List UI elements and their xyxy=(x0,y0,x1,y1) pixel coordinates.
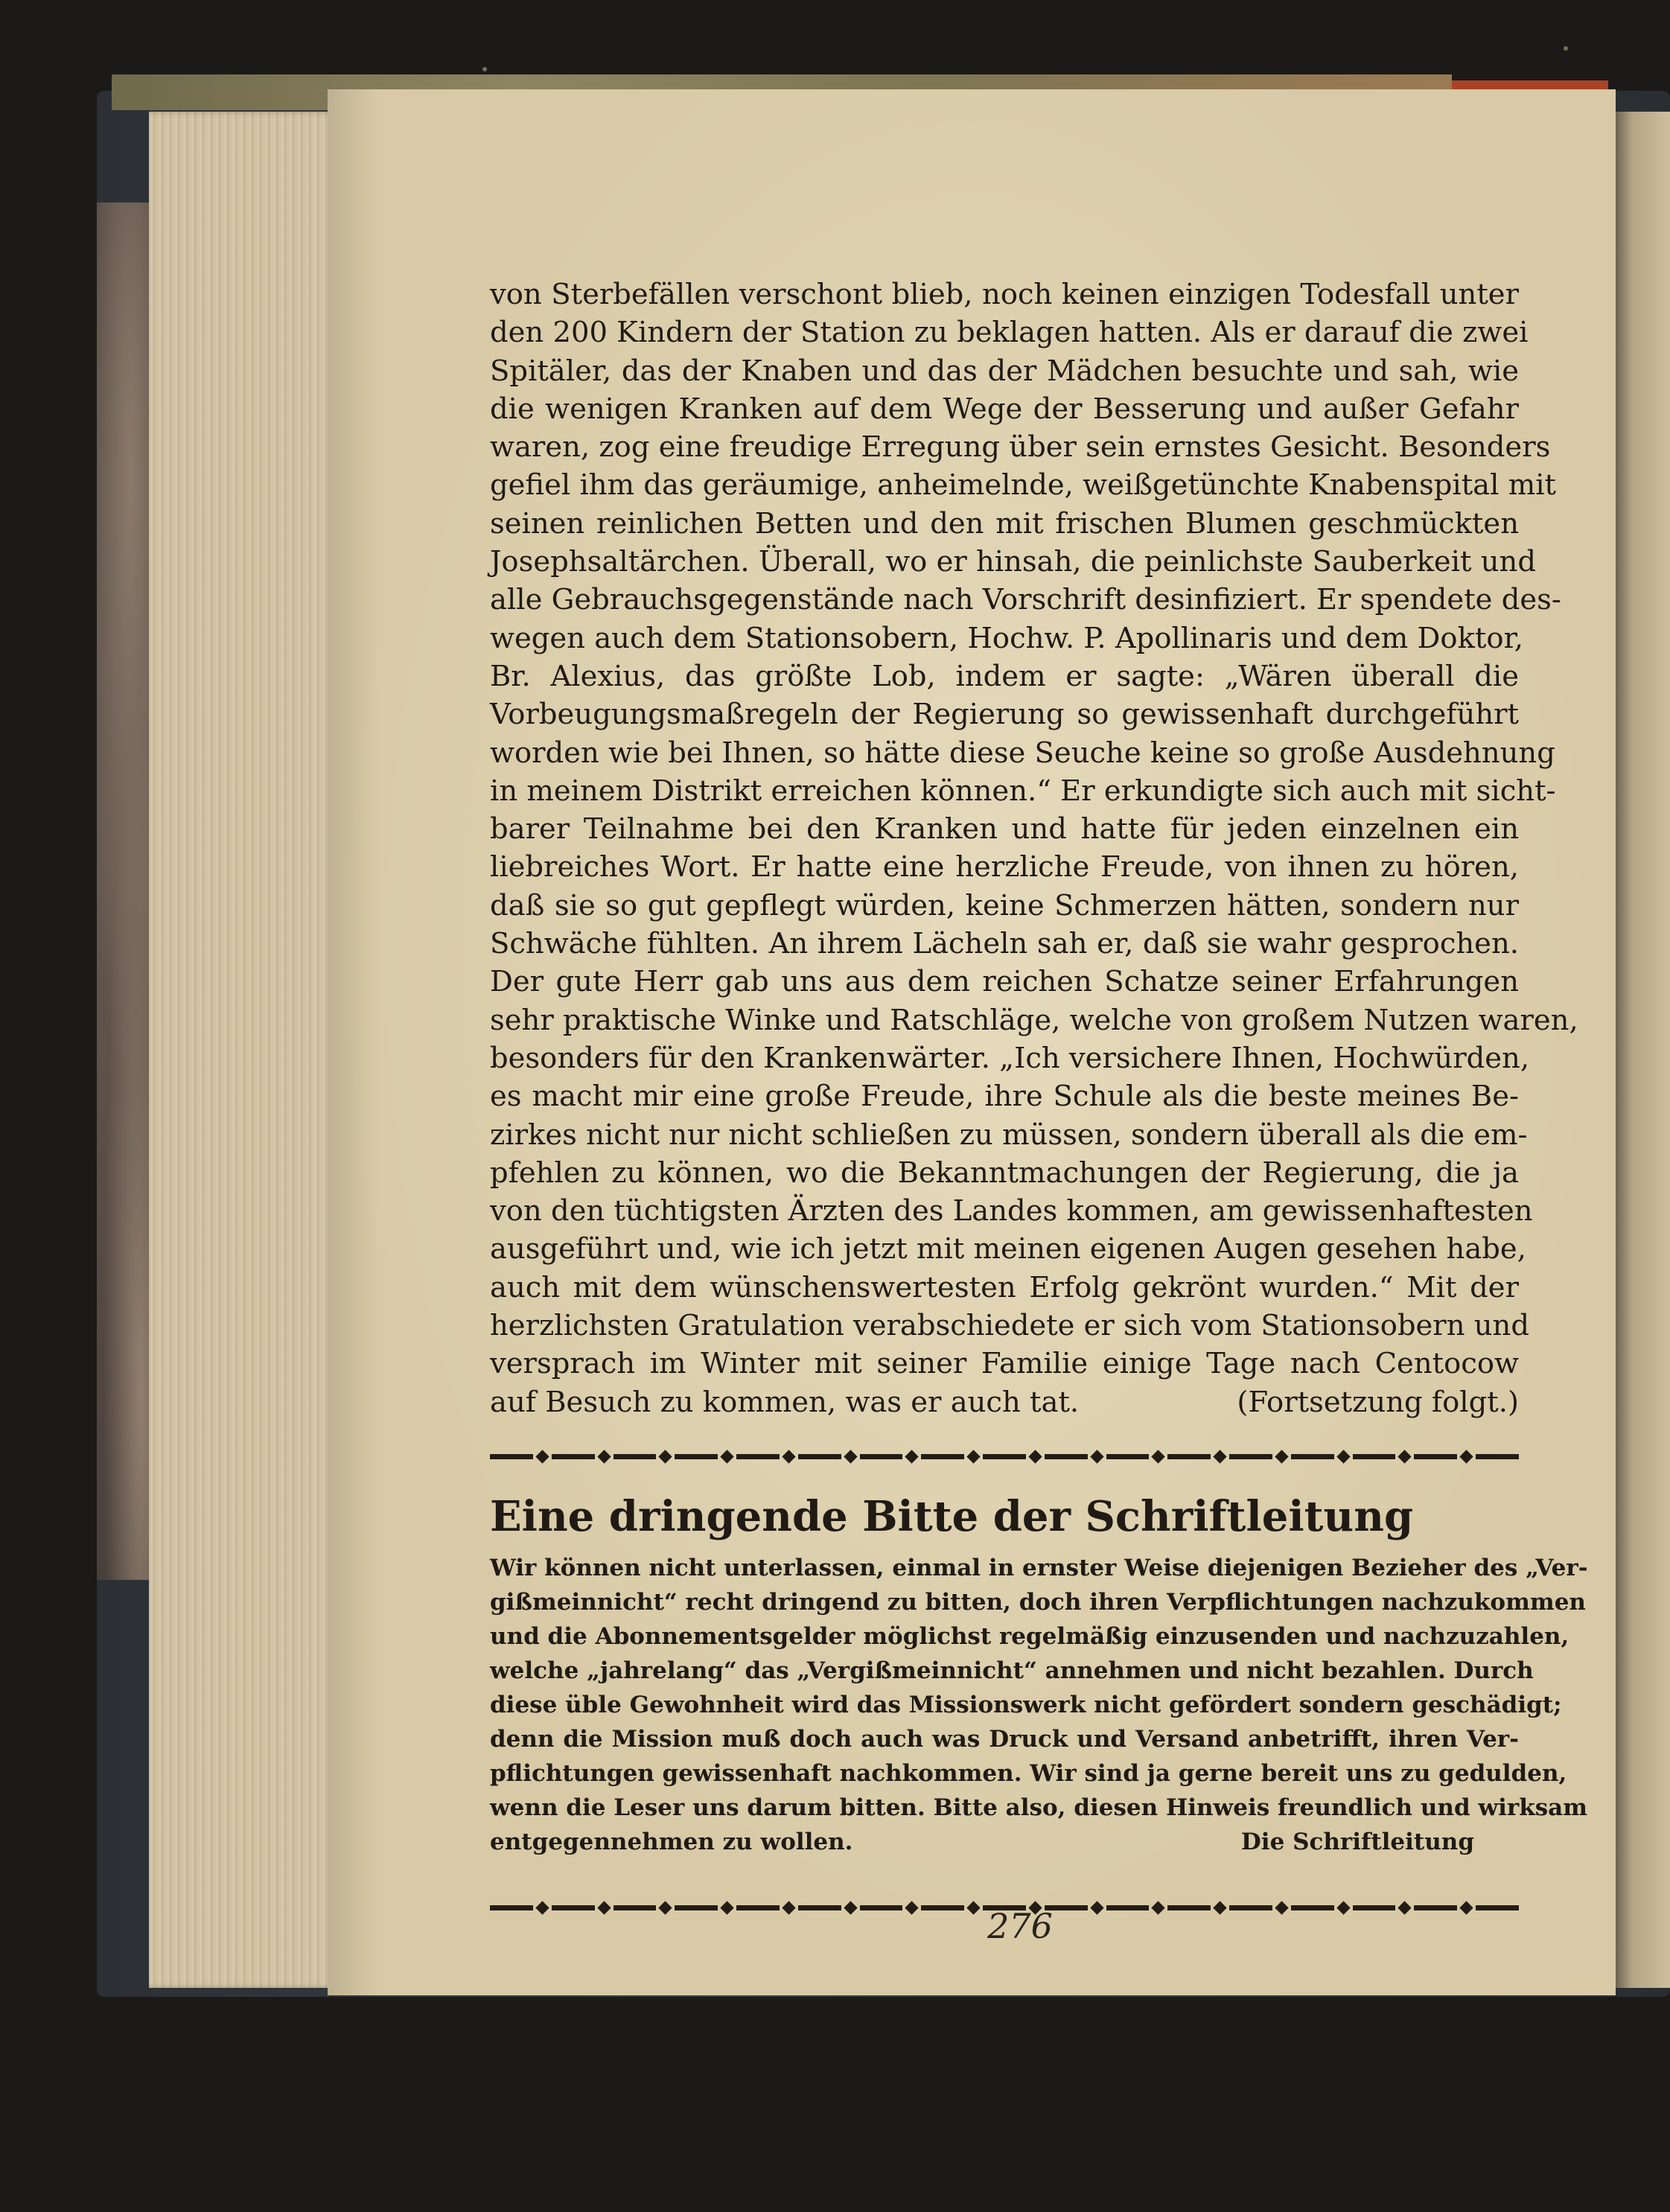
speck xyxy=(1564,46,1568,51)
ornament-diamond-icon xyxy=(966,1450,980,1464)
ornament-diamond-icon xyxy=(1152,1902,1165,1915)
article-text xyxy=(490,275,1578,1421)
ornament-divider-top xyxy=(490,1442,1519,1472)
page-number: 276 xyxy=(987,1906,1053,1946)
ornament-bar xyxy=(1291,1454,1334,1459)
ornament-bar xyxy=(860,1454,903,1459)
ornament-diamond-icon xyxy=(1398,1902,1412,1915)
ornament-bar xyxy=(1106,1454,1150,1459)
ornament-bar xyxy=(1229,1905,1272,1910)
ornament-diamond-icon xyxy=(659,1450,672,1464)
ornament-bar xyxy=(736,1454,780,1459)
ornament-diamond-icon xyxy=(1213,1902,1226,1915)
ornament-bar xyxy=(613,1454,657,1459)
ornament-bar xyxy=(921,1905,964,1910)
ornament-diamond-icon xyxy=(1398,1450,1412,1464)
ornament-diamond-icon xyxy=(1275,1902,1288,1915)
article-line: seinen reinlichen Betten und den mit frischen Blumen geschmückten xyxy=(490,506,1519,541)
notice-last-line xyxy=(490,1825,1519,1859)
notice-line: pflichtungen gewissenhaft nachkommen. Wir sind ja gerne bereit uns zu gedulden, xyxy=(490,1759,1567,1787)
ornament-diamond-icon xyxy=(844,1902,857,1915)
article-line: die wenigen Kranken auf dem Wege der Besserung und außer Gefahr xyxy=(490,392,1519,426)
ornament-diamond-icon xyxy=(720,1450,733,1464)
article-line: Vorbeugungsmaßregeln der Regierung so gewissenhaft durchgeführt xyxy=(490,698,1519,732)
ornament-bar xyxy=(675,1905,718,1910)
ornament-bar xyxy=(1045,1454,1088,1459)
article-line: daß sie so gut gepflegt würden, keine Schmerzen hätten, sondern nur xyxy=(490,888,1519,922)
ornament-bar xyxy=(736,1905,780,1910)
ornament-diamond-icon xyxy=(1336,1902,1350,1915)
ornament-bar xyxy=(1353,1905,1396,1910)
article-line: ausgeführt und, wie ich jetzt mit meinen eigenen Augen gesehen habe, xyxy=(490,1232,1526,1266)
notice-line: gißmeinnicht“ recht dringend zu bitten, doch ihren Verpflichtungen nachzukommen xyxy=(490,1588,1586,1616)
ornament-diamond-icon xyxy=(535,1902,549,1915)
notice-line: entgegennehmen zu wollen. xyxy=(490,1828,853,1855)
ornament-diamond-icon xyxy=(1460,1902,1473,1915)
article-line: von den tüchtigsten Ärzten des Landes kommen, am gewissenhaftesten xyxy=(490,1194,1533,1228)
ornament-bar xyxy=(1353,1454,1396,1459)
ornament-bar xyxy=(1229,1454,1272,1459)
article-line: besonders für den Krankenwärter. „Ich versichere Ihnen, Hochwürden, xyxy=(490,1041,1530,1075)
page-content xyxy=(490,275,1588,1923)
ornament-diamond-icon xyxy=(1152,1450,1165,1464)
article-last-line xyxy=(490,1383,1519,1421)
article-line: waren, zog eine freudige Erregung über sein ernstes Gesicht. Besonders xyxy=(490,430,1551,465)
ornament-bar xyxy=(798,1905,841,1910)
ornament-bar xyxy=(1476,1905,1519,1910)
ornament-bar xyxy=(1106,1905,1150,1910)
ornament-diamond-icon xyxy=(782,1902,795,1915)
article-line: es macht mir eine große Freude, ihre Schule als die beste meines Be- xyxy=(490,1080,1519,1114)
article-line: worden wie bei Ihnen, so hätte diese Seuche keine so große Ausdehnung xyxy=(490,736,1555,770)
ornament-diamond-icon xyxy=(1336,1450,1350,1464)
ornament-bar xyxy=(552,1454,595,1459)
article-line: herzlichsten Gratulation verabschiedete er sich vom Stationsobern und xyxy=(490,1309,1529,1343)
article-line: Schwäche fühlten. An ihrem Lächeln sah er, daß sie wahr gesprochen. xyxy=(490,927,1519,961)
ornament-diamond-icon xyxy=(782,1450,795,1464)
ornament-bar xyxy=(675,1454,718,1459)
article-line: von Sterbefällen verschont blieb, noch keinen einzigen Todesfall unter xyxy=(490,278,1519,311)
ornament-bar xyxy=(1414,1905,1457,1910)
article-line: Br. Alexius, das größte Lob, indem er sagte: „Wären überall die xyxy=(490,659,1519,693)
notice-line: und die Abonnementsgelder möglichst regelmäßig einzusenden und nachzuzahlen, xyxy=(490,1622,1569,1650)
article-line: liebreiches Wort. Er hatte eine herzliche Freude, von ihnen zu hören, xyxy=(490,850,1519,885)
article-line: auch mit dem wünschenswertesten Erfolg gekrönt wurden.“ Mit der xyxy=(490,1270,1519,1304)
article-line: gefiel ihm das geräumige, anheimelnde, weißgetünchte Knabenspital mit xyxy=(490,468,1556,503)
ornament-diamond-icon xyxy=(1090,1450,1103,1464)
notice-line: diese üble Gewohnheit wird das Missionswerk nicht gefördert sondern geschädigt; xyxy=(490,1691,1562,1718)
ornament-bar xyxy=(552,1905,595,1910)
facing-page-edge xyxy=(1616,112,1670,1988)
ornament-diamond-icon xyxy=(1028,1450,1042,1464)
article-line: barer Teilnahme bei den Kranken und hatte für jeden einzelnen ein xyxy=(490,812,1519,847)
ornament-diamond-icon xyxy=(720,1902,733,1915)
ornament-bar xyxy=(921,1454,964,1459)
notice-signature: Die Schriftleitung xyxy=(1240,1828,1474,1855)
ornament-diamond-icon xyxy=(905,1902,919,1915)
ornament-bar xyxy=(860,1905,903,1910)
ornament-diamond-icon xyxy=(1460,1450,1473,1464)
ornament-diamond-icon xyxy=(659,1902,672,1915)
notice-line: welche „jahrelang“ das „Vergißmeinnicht“ annehmen und nicht bezahlen. Durch xyxy=(490,1657,1534,1684)
ornament-diamond-icon xyxy=(597,1902,611,1915)
article-line: alle Gebrauchsgegenstände nach Vorschrift desinfiziert. Er spendete des- xyxy=(490,583,1561,617)
continuation-note: (Fortsetzung folgt.) xyxy=(1237,1385,1519,1419)
ornament-diamond-icon xyxy=(1090,1902,1103,1915)
ornament-bar xyxy=(1167,1454,1211,1459)
speck xyxy=(482,67,487,71)
article-line: in meinem Distrikt erreichen können.“ Er erkundigte sich auch mit sicht- xyxy=(490,774,1556,808)
notice-text xyxy=(490,1551,1588,1859)
ornament-bar xyxy=(1476,1454,1519,1459)
article-line: wegen auch dem Stationsobern, Hochw. P. Apollinaris und dem Doktor, xyxy=(490,621,1523,655)
article-line: sehr praktische Winke und Ratschläge, welche von großem Nutzen waren, xyxy=(490,1003,1578,1037)
article-line: den 200 Kindern der Station zu beklagen hatten. Als er darauf die zwei xyxy=(490,316,1529,350)
ornament-diamond-icon xyxy=(1213,1450,1226,1464)
ornament-bar xyxy=(983,1454,1026,1459)
ornament-bar xyxy=(1167,1905,1211,1910)
ornament-bar xyxy=(1414,1454,1457,1459)
ornament-diamond-icon xyxy=(597,1450,611,1464)
ornament-diamond-icon xyxy=(1275,1450,1288,1464)
article-line: auf Besuch zu kommen, was er auch tat. xyxy=(490,1385,1080,1419)
article-line: Spitäler, das der Knaben und das der Mädchen besuchte und sah, wie xyxy=(490,354,1519,388)
ornament-bar xyxy=(613,1905,657,1910)
ornament-bar xyxy=(490,1905,533,1910)
article-line: Josephsaltärchen. Überall, wo er hinsah, die peinlichste Sauberkeit und xyxy=(490,545,1536,579)
ornament-bar xyxy=(490,1454,533,1459)
article-line: zirkes nicht nur nicht schließen zu müssen, sondern überall als die em- xyxy=(490,1118,1528,1152)
article-line: pfehlen zu können, wo die Bekanntmachungen der Regierung, die ja xyxy=(490,1156,1519,1190)
notice-title: Eine dringende Bitte der Schriftleitung xyxy=(490,1491,1414,1541)
ornament-bar xyxy=(1291,1905,1334,1910)
notice-line: Wir können nicht unterlassen, einmal in ernster Weise diejenigen Bezieher des „Ver- xyxy=(490,1554,1588,1581)
ornament-diamond-icon xyxy=(905,1450,919,1464)
notice-line: wenn die Leser uns darum bitten. Bitte also, diesen Hinweis freundlich und wirksam xyxy=(490,1794,1588,1821)
notice-line: denn die Mission muß doch auch was Druck und Versand anbetrifft, ihren Ver- xyxy=(490,1725,1519,1753)
ornament-bar xyxy=(798,1454,841,1459)
page-edges-stack xyxy=(149,112,342,1988)
ornament-diamond-icon xyxy=(844,1450,857,1464)
ornament-diamond-icon xyxy=(535,1450,549,1464)
article-line: Der gute Herr gab uns aus dem reichen Schatze seiner Erfahrungen xyxy=(490,965,1519,999)
article-line: versprach im Winter mit seiner Familie einige Tage nach Centocow xyxy=(490,1347,1519,1381)
